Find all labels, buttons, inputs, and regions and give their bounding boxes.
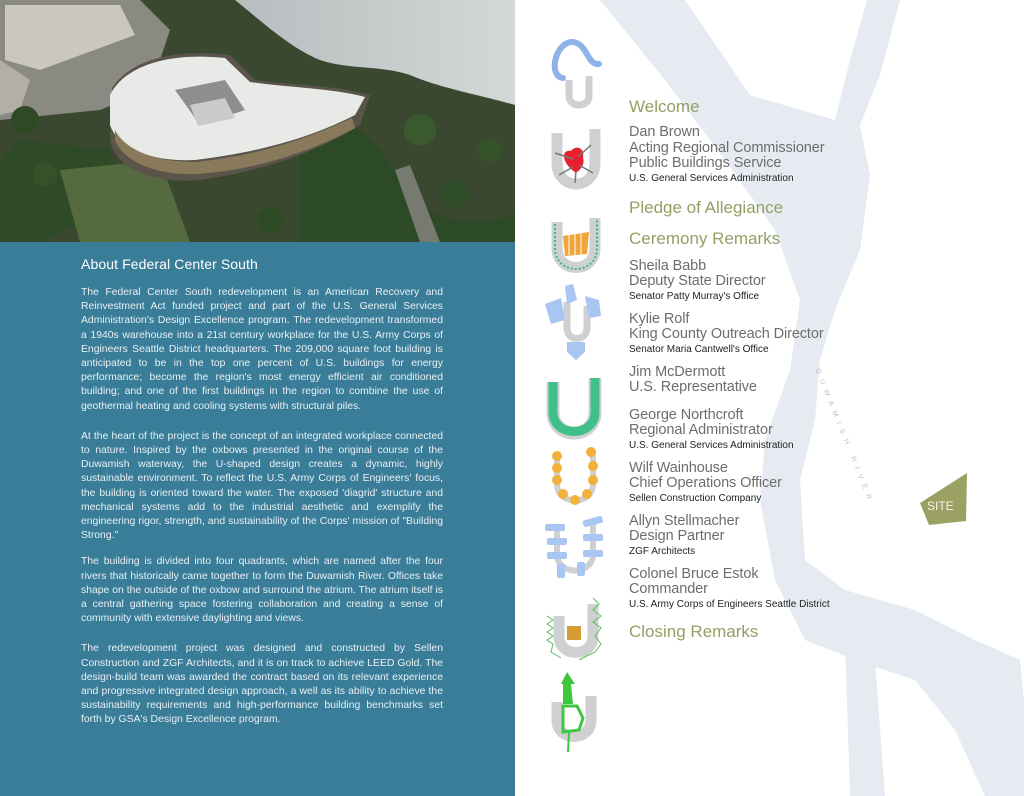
speaker-title: Public Buildings Service xyxy=(629,155,782,171)
river-label: DUWAMISH RIVER xyxy=(813,368,875,506)
speaker-name: Sheila Babb xyxy=(629,257,707,274)
speaker-entry xyxy=(629,567,929,612)
right-page xyxy=(515,0,1024,796)
speaker-title: King County Outreach Director xyxy=(629,326,824,342)
habitat-restoration-icon xyxy=(543,596,605,676)
speaker-name: Wilf Wainhouse xyxy=(629,459,728,476)
office-modules-icon xyxy=(543,514,605,594)
speaker-title: Acting Regional Commissioner xyxy=(629,139,825,156)
about-paragraph: The Federal Center South redevelopment is an American Recovery and Reinvestment Act funded project and part of the U.S. General Services Administration's Design Excellence program. The redevelopment transformed a 1940s warehouse into a 21st century workplace for the U.S. Army Corps of Engineers Seattle District headquarters. The 209,000 square foot building is anticipated to be in the top one percent of U.S. buildings for energy performance; become the region's most energy efficient air conditioned building; and one of the first buildings in the region to combine the use of geothermal heating and cooling systems with structural piles. xyxy=(81,287,443,412)
speaker-name: Jim McDermott xyxy=(629,363,726,380)
geothermal-piles-icon xyxy=(543,444,605,524)
speaker-title: Design Partner xyxy=(629,528,725,544)
speaker-org: U.S. General Services Administration xyxy=(629,439,794,451)
speaker-entry xyxy=(629,408,929,453)
speaker-org: U.S. General Services Administration xyxy=(629,172,794,184)
speaker-name: George Northcroft xyxy=(629,406,744,423)
speaker-name: Allyn Stellmacher xyxy=(629,512,740,529)
section-ceremony-remarks: Ceremony Remarks xyxy=(629,228,781,248)
about-paragraph: The building is divided into four quadrants, which are named after the four rivers that historically came together to form the Duwamish River. Offices take shape on the outside of the oxbow and surround the atrium. The atrium itself is a central gathering space fostering collaboration and creating a sense of community with extensive daylighting and views. xyxy=(81,556,443,625)
speaker-entry xyxy=(629,461,929,506)
river-oxbow-icon xyxy=(543,36,605,116)
ceremony-program xyxy=(629,97,929,650)
about-section xyxy=(81,256,443,740)
heart-community-icon xyxy=(543,121,605,201)
speaker-name: Dan Brown xyxy=(629,124,700,140)
speaker-title: Commander xyxy=(629,581,708,597)
speaker-entry xyxy=(629,259,929,304)
speaker-org: Sellen Construction Company xyxy=(629,492,762,504)
speaker-title: Deputy State Director xyxy=(629,273,766,289)
section-welcome: Welcome xyxy=(629,97,700,116)
site-label: SITE xyxy=(927,499,954,513)
four-rivers-quadrants-icon xyxy=(543,284,605,364)
speaker-name: Colonel Bruce Estok xyxy=(629,565,759,582)
speaker-entry xyxy=(629,365,929,396)
speaker-title: Regional Administrator xyxy=(629,422,773,438)
speaker-entry xyxy=(629,514,929,559)
section-pledge: Pledge of Allegiance xyxy=(629,197,784,217)
atrium-daylight-icon xyxy=(543,204,605,284)
speaker-org: U.S. Army Corps of Engineers Seattle District xyxy=(629,598,830,610)
about-paragraph: At the heart of the project is the concept of an integrated workplace connected to nature. Inspired by the oxbows presented in the original course of the Duwamish waterway, the U-shaped design creates a dynamic, highly sustainable environment. To reflect the U.S. Army Corps of Engineers' focus, the building is oriented toward the water. The exposed 'diagrid' structure and mechanical systems add to the industrial aesthetic and exemplify the engineering rigor, strength, and sustainability of the Corps' mission of "Building Strong." xyxy=(81,430,443,542)
speaker-org: Senator Patty Murray's Office xyxy=(629,290,760,302)
speaker-title: U.S. Representative xyxy=(629,379,757,395)
section-closing-remarks: Closing Remarks xyxy=(629,621,759,641)
speaker-title: Chief Operations Officer xyxy=(629,475,782,491)
about-paragraph: The redevelopment project was designed and constructed by Sellen Construction and ZGF Architects, and it is on track to achieve LEED Gold. The design-build team was awarded the contract based on its relevant experience and progressive integrated design approach, a well as its ability to achieve the sustainability requirements and high-performance building benchmarks set forth by GSA's Design Excellence program. xyxy=(81,643,443,726)
about-heading: About Federal Center South xyxy=(81,256,258,272)
orientation-arrow-icon xyxy=(543,672,605,752)
green-roof-icon xyxy=(543,368,605,448)
speaker-entry xyxy=(629,312,929,357)
speaker-org: ZGF Architects xyxy=(629,545,696,557)
speaker-entry xyxy=(629,125,929,186)
speaker-org: Senator Maria Cantwell's Office xyxy=(629,343,769,355)
speaker-name: Kylie Rolf xyxy=(629,310,690,327)
building-aerial-photo xyxy=(0,0,515,242)
